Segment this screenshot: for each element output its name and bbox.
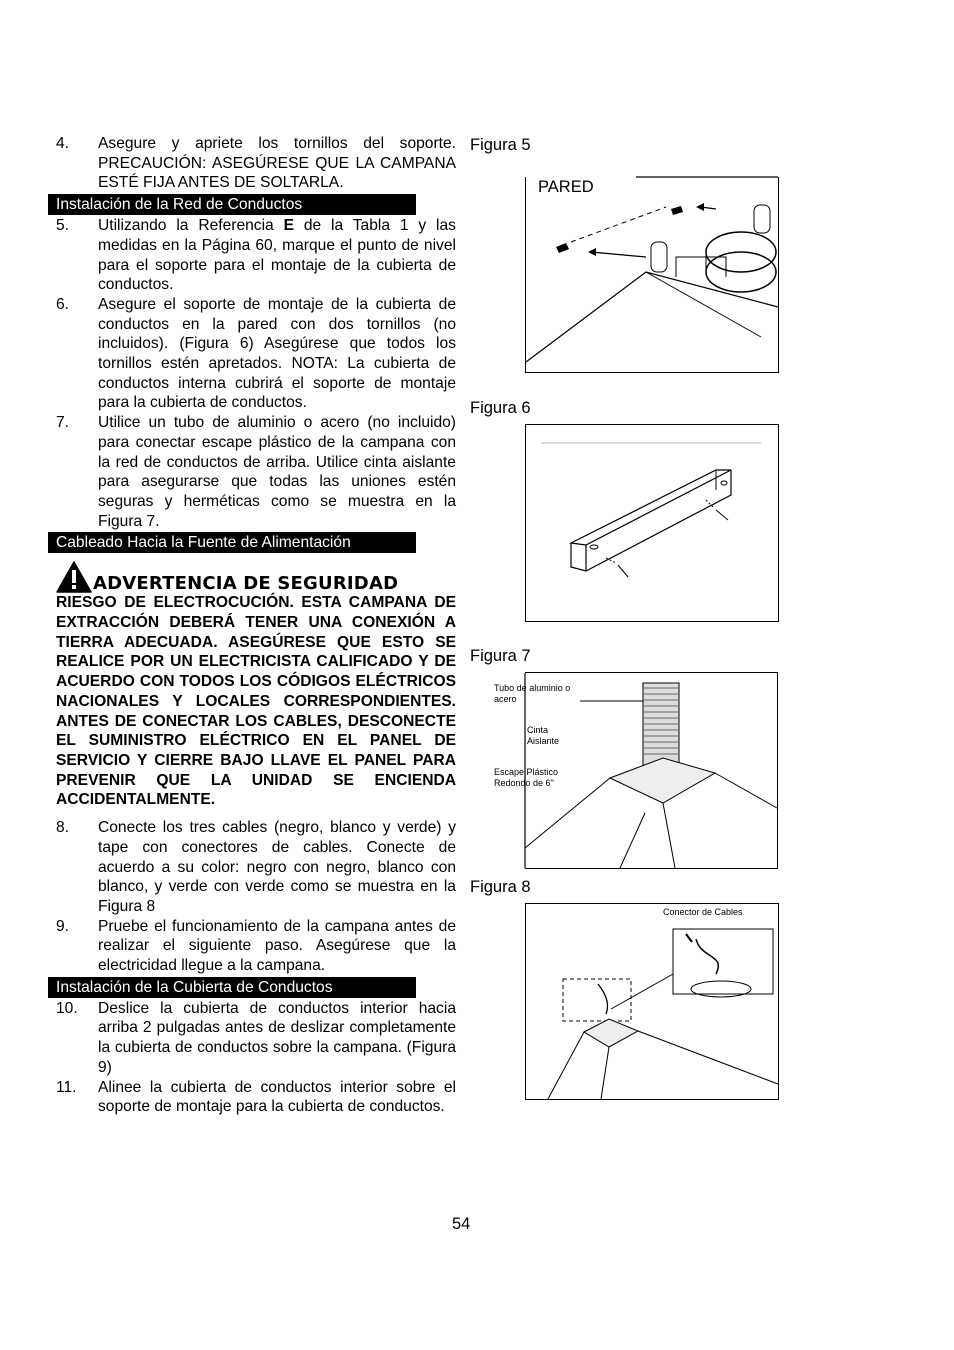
callout-pipe: Tubo de aluminio o acero (494, 683, 571, 704)
step-text: Conecte los tres cables (negro, blanco y verde) y tape con conectores de cables. Conecte de acuerdo a su color: negro con negro, blanco con blanco, y verde con verde como se muestra en la Figura 8 (98, 819, 456, 915)
mounting-bracket-drawing (526, 425, 778, 621)
step-number: 7. (56, 414, 70, 432)
step-text: Utilice un tubo de aluminio o acero (no incluido) para conectar escape plástico de la campana con la red de conductos de arriba. Utilice cinta aislante para asegurarse que todas las uniones estén seguras y herméticas como se muestra en la Figura 7. (98, 414, 456, 530)
step-number: 11. (56, 1078, 77, 1096)
step-10 (56, 999, 456, 1078)
figure-8-label: Figura 8 (470, 878, 531, 896)
step-text-pre: Utilizando la Referencia (98, 217, 284, 235)
callout-connector: Conector de Cables (663, 907, 773, 918)
step-text: Alinee la cubierta de conductos interior sobre el soporte de montaje para la cubierta de conductos. (98, 1078, 456, 1116)
step-number: 5. (56, 217, 70, 235)
figure-8-image (525, 903, 779, 1100)
figure-6-image (525, 424, 779, 622)
step-number: 6. (56, 295, 70, 313)
step-8 (56, 818, 456, 917)
section-heading-duct-cover: Instalación de la Cubierta de Conductos (48, 977, 416, 998)
reference-letter: E (283, 217, 294, 235)
step-text: Asegure y apriete los tornillos del soporte. PRECAUCIÓN: ASEGÚRESE QUE LA CAMPANA ESTÉ FIJA ANTES DE SOLTARLA. (98, 135, 456, 192)
page-number: 54 (452, 1215, 471, 1233)
wall-bracket-screws-drawing (526, 177, 778, 372)
safety-warning-title (56, 559, 456, 593)
step-5 (56, 216, 456, 295)
wire-connection-drawing (526, 904, 778, 1099)
step-number: 8. (56, 819, 70, 837)
figure-7-label: Figura 7 (470, 647, 531, 665)
figure-7-image (494, 672, 778, 869)
step-text-post: de la Tabla 1 y las medidas en la Página 60, marque el punto de nivel para el soporte para el montaje de la cubierta de conductos. (98, 217, 456, 294)
wall-label: PARED (538, 178, 594, 196)
step-text: Deslice la cubierta de conductos interior hacia arriba 2 pulgadas antes de deslizar completamente la cubierta de conductos sobre la campana. (Figura 9) (98, 999, 456, 1076)
step-4 (56, 134, 456, 193)
step-6 (56, 295, 456, 413)
step-number: 10. (56, 999, 78, 1017)
section-heading-ductwork: Instalación de la Red de Conductos (48, 194, 416, 215)
warning-triangle-icon (56, 561, 92, 593)
safety-warning-text: RIESGO DE ELECTROCUCIÓN. ESTA CAMPANA DE EXTRACCIÓN DEBERÁ TENER UNA CONEXIÓN A TIERRA ADECUADA. ASEGÚRESE QUE ESTO SE REALICE POR UN ELECTRICISTA CALIFICADO Y DE ACUERDO CON TODOS LOS CÓDIGOS ELÉCTRICOS NACIONALES Y LOCALES CORRESPONDIENTES. ANTES DE CONECTAR LOS CABLES, DESCONECTE EL SUMINISTRO ELÉCTRICO EN EL PANEL DE SERVICIO Y CIERRE BAJO LLAVE EL PANEL PARA PREVENIR QUE LA UNIDAD SE ENCIENDA ACCIDENTALMENTE. (56, 594, 456, 809)
step-7 (56, 413, 456, 531)
callout-tape: Cinta Aislante (527, 725, 560, 746)
figure-6-label: Figura 6 (470, 399, 531, 417)
section-heading-wiring: Cableado Hacia la Fuente de Alimentación (48, 532, 416, 553)
step-11 (56, 1078, 456, 1117)
step-text: Pruebe el funcionamiento de la campana antes de realizar el siguiente paso. Asegúrese que la electricidad llegue a la campana. (98, 917, 456, 975)
figure-5-image (525, 177, 779, 373)
figure-5-label: Figura 5 (470, 136, 531, 154)
warning-title-text: ADVERTENCIA DE SEGURIDAD (93, 572, 399, 594)
step-number: 4. (56, 135, 70, 152)
step-text: Asegure el soporte de montaje de la cubierta de conductos en la pared con dos tornillos (no incluidos). (Figura 6) Asegúrese que todos los tornillos estén apretados. NOTA: La cubierta de conductos interna cubrirá el soporte de montaje para la cubierta de conductos. (98, 295, 456, 412)
callout-exhaust: Escape Plástico Redondo de 6" (494, 767, 559, 788)
step-number: 9. (56, 917, 70, 935)
step-9 (56, 917, 456, 976)
text-column (56, 134, 456, 1117)
